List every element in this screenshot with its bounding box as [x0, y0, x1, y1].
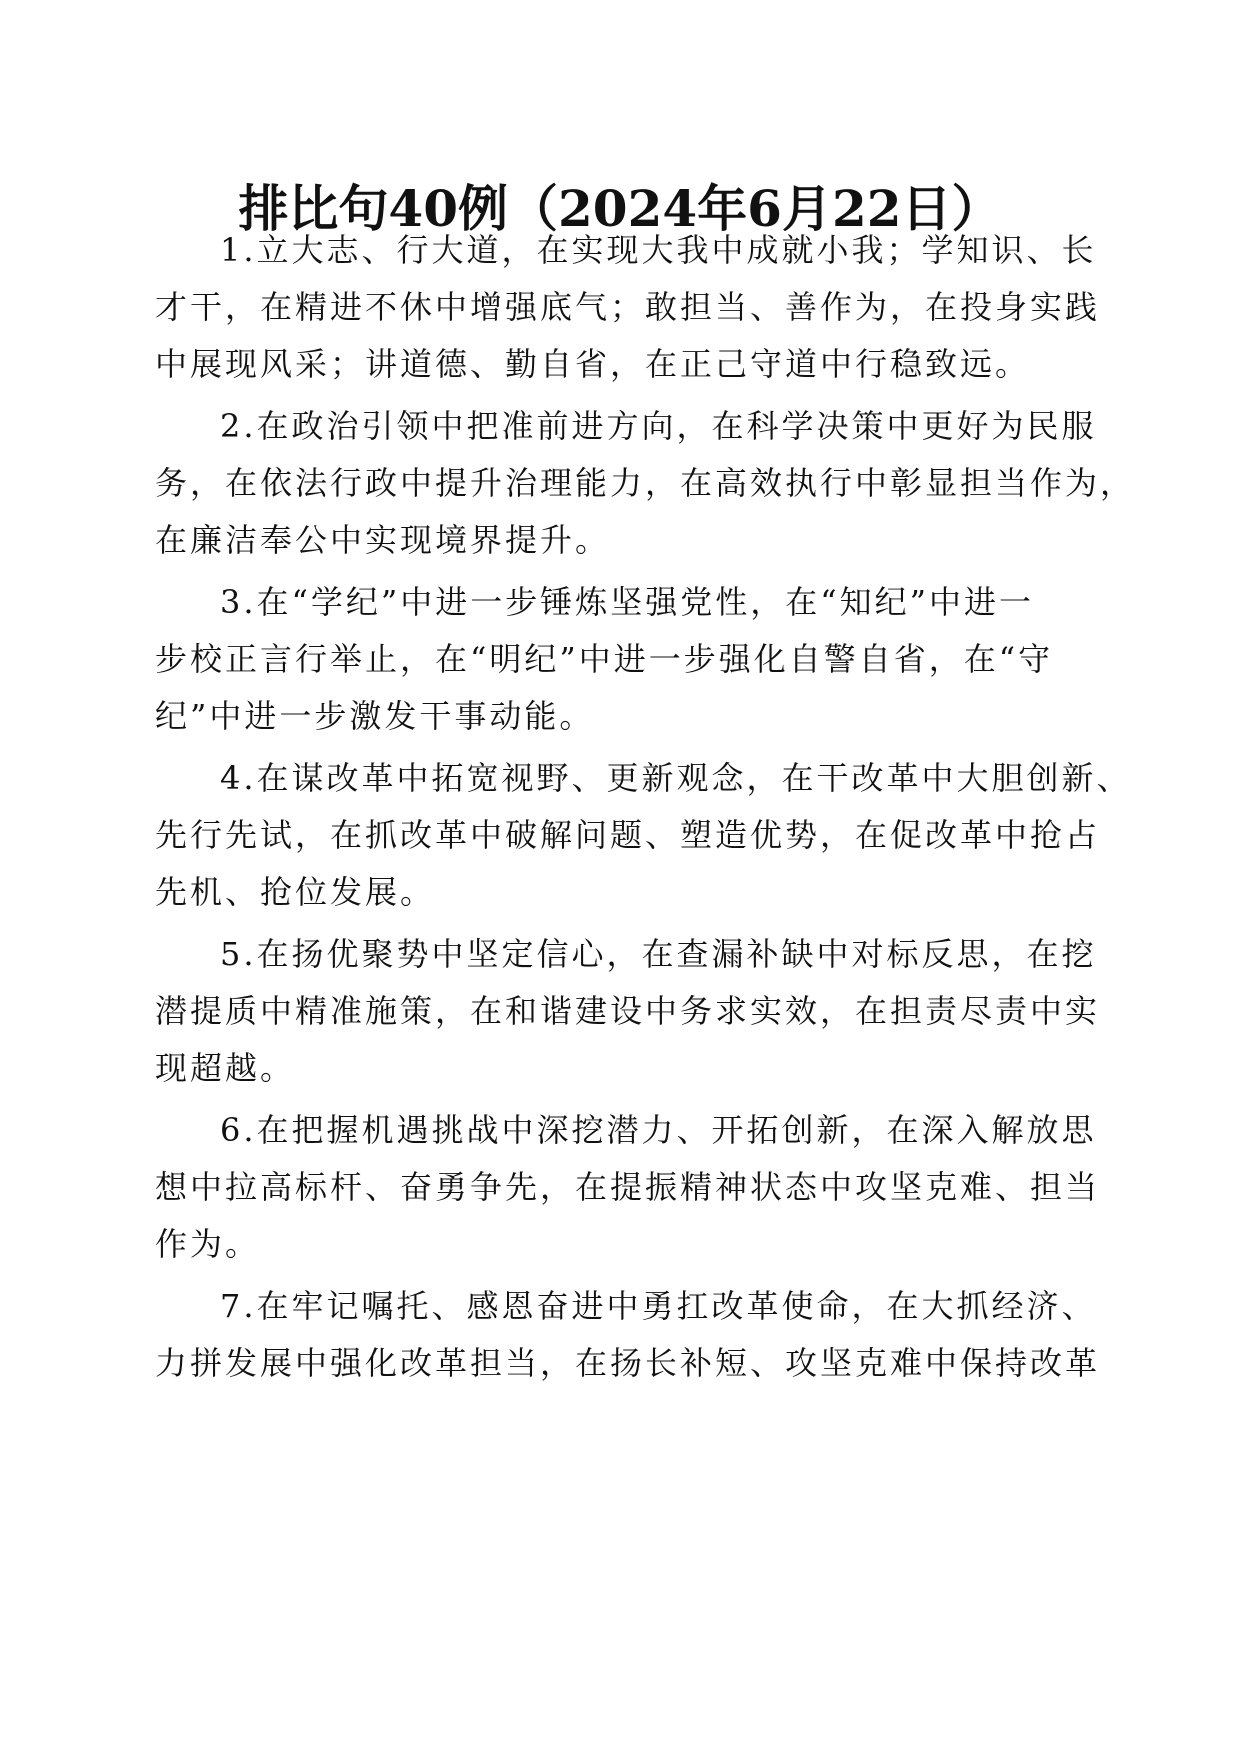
- paragraph-1-line-1: 1.立大志、行大道，在实现大我中成就小我；学知识、长: [220, 231, 1097, 269]
- paragraph-2-line-2: 务，在依法行政中提升治理能力，在高效执行中彰显担当作为，: [155, 464, 1136, 502]
- paragraph-7-line-1: 7.在牢记嘱托、感恩奋进中勇扛改革使命，在大抓经济、: [220, 1287, 1097, 1325]
- paragraph-3-line-3: 纪”中进一步激发干事动能。: [155, 697, 595, 735]
- paragraph-5-line-3: 现超越。: [155, 1049, 296, 1087]
- paragraph-2-line-1: 2.在政治引领中把准前进方向，在科学决策中更好为民服: [220, 407, 1097, 445]
- paragraph-6-line-3: 作为。: [155, 1225, 261, 1263]
- paragraph-1-line-3: 中展现风采；讲道德、勤自省，在正己守道中行稳致远。: [155, 345, 1031, 383]
- paragraph-4-line-2: 先行先试，在抓改革中破解问题、塑造优势，在促改革中抢占: [155, 816, 1101, 854]
- paragraph-6-line-1: 6.在把握机遇挑战中深挖潜力、开拓创新，在深入解放思: [220, 1111, 1097, 1149]
- paragraph-5-line-2: 潜提质中精准施策，在和谐建设中务求实效，在担责尽责中实: [155, 992, 1101, 1030]
- paragraph-7-line-2: 力拼发展中强化改革担当，在扬长补短、攻坚克难中保持改革: [155, 1344, 1101, 1382]
- paragraph-5-line-1: 5.在扬优聚势中坚定信心，在查漏补缺中对标反思，在挖: [220, 935, 1097, 973]
- paragraph-2-line-3: 在廉洁奉公中实现境界提升。: [155, 521, 611, 559]
- paragraph-1-line-2: 才干，在精进不休中增强底气；敢担当、善作为，在投身实践: [155, 288, 1101, 326]
- paragraph-4-line-1: 4.在谋改革中拓宽视野、更新观念，在干改革中大胆创新、: [220, 759, 1132, 797]
- paragraph-6-line-2: 想中拉高标杆、奋勇争先，在提振精神状态中攻坚克难、担当: [155, 1168, 1101, 1206]
- paragraph-3-line-2: 步校正言行举止，在“明纪”中进一步强化自警自省，在“守: [155, 640, 1054, 678]
- document-title: 排比句40例（2024年6月22日）: [238, 179, 1002, 238]
- paragraph-4-line-3: 先机、抢位发展。: [155, 873, 436, 911]
- paragraph-3-line-1: 3.在“学纪”中进一步锤炼坚强党性，在“知纪”中进一: [220, 583, 1034, 621]
